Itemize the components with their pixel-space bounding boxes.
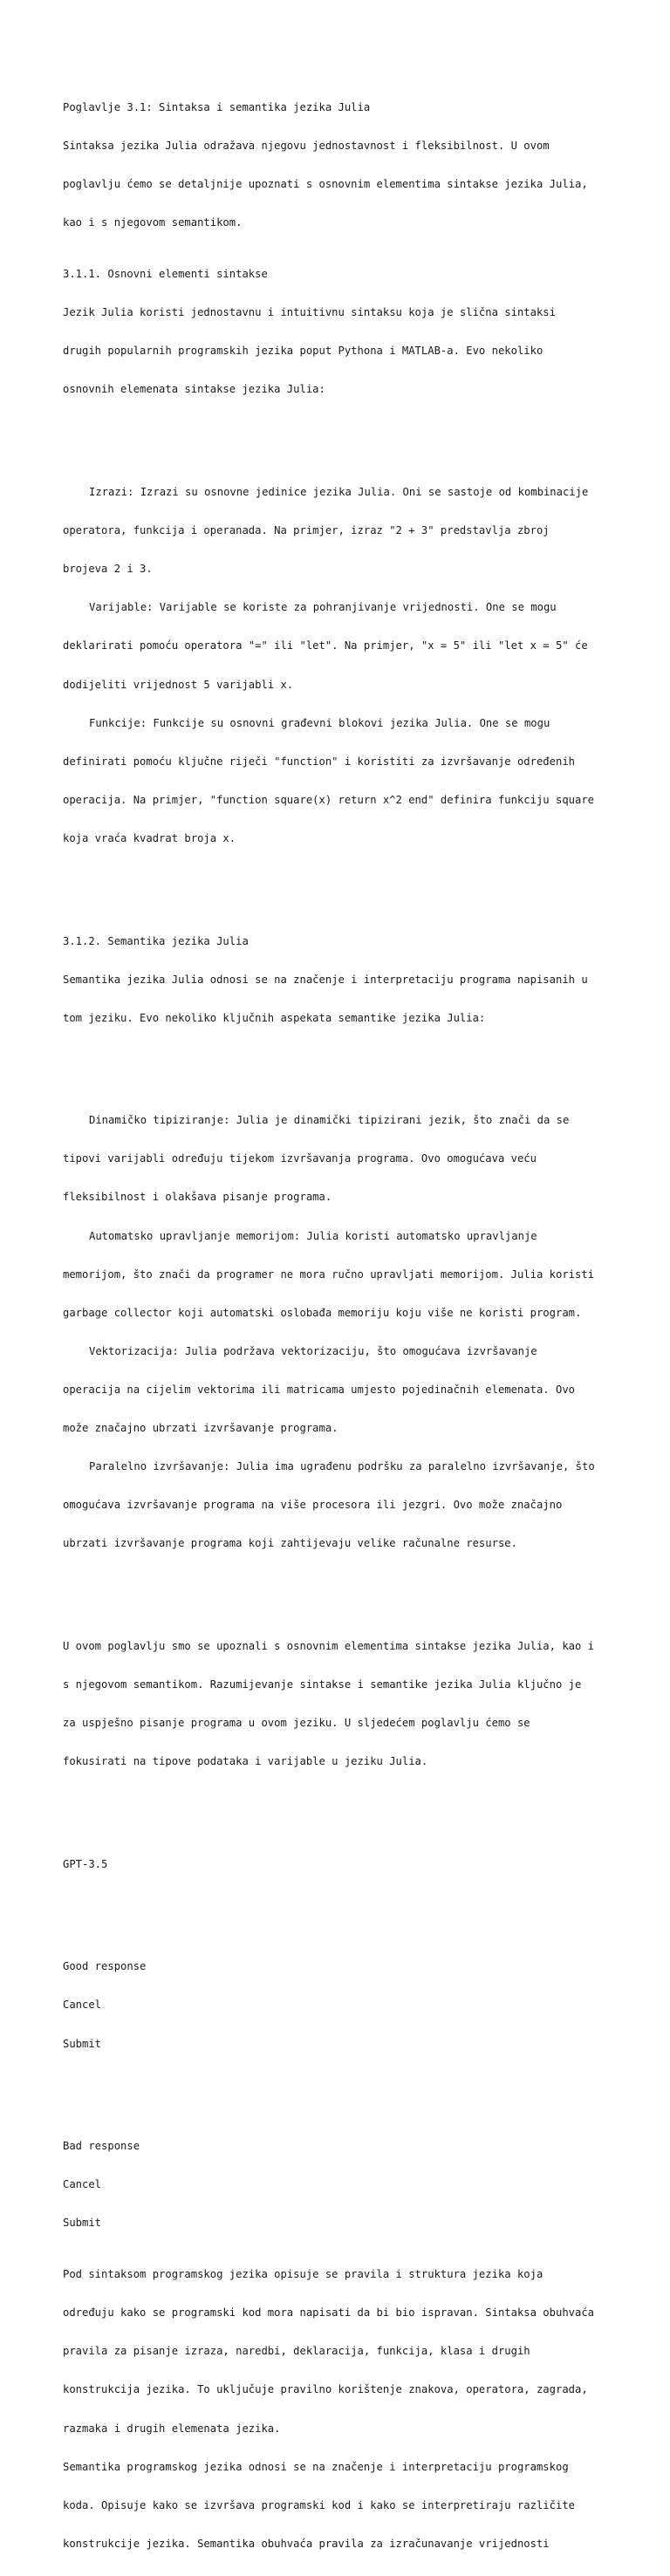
- list-item-line: Varijable: Varijable se koriste za pohranjivanje vrijednosti. One se mogu: [89, 601, 557, 614]
- list-item-line: Dinamičko tipiziranje: Julia je dinamički tipizirani jezik, što znači da se: [89, 1114, 570, 1127]
- answer-line: konstrukcija jezika. To uključuje pravilno korištenje znakova, operatora, zagrada,: [63, 2383, 588, 2396]
- chapter-title: Poglavlje 3.1: Sintaksa i semantika jezika Julia: [63, 101, 371, 114]
- conclusion-line: fokusirati na tipove podataka i varijable u jeziku Julia.: [63, 1755, 428, 1768]
- spacer: [63, 1807, 621, 1820]
- answer-line: konstrukcije jezika. Semantika obuhvaća pravila za izračunavanje vrijednosti: [63, 2537, 550, 2550]
- spacer: [63, 1910, 621, 1923]
- list-item-line: Vektorizacija: Julia podržava vektorizaciju, što omogućava izvršavanje: [89, 1344, 537, 1357]
- chapter-intro-line: Sintaksa jezika Julia odražava njegovu jednostavnost i fleksibilnost. U ovom: [63, 140, 550, 153]
- list-item-line: Funkcije: Funkcije su osnovni građevni blokovi jezika Julia. One se mogu: [89, 716, 550, 729]
- section-heading: 3.1.1. Osnovni elementi sintakse: [63, 268, 268, 281]
- list-item-line: tipovi varijabli određuju tijekom izvršavanja programa. Ovo omogućava veću: [63, 1152, 537, 1165]
- bad-response-button[interactable]: Bad response: [63, 2140, 140, 2153]
- list-item-line: definirati pomoću ključne riječi "function" i koristiti za izvršavanje određenih: [63, 755, 575, 768]
- list-item-line: operatora, funkcija i operanada. Na primjer, izraz "2 + 3" predstavlja zbroj: [63, 524, 550, 537]
- answer-line: određuju kako se programski kod mora napisati da bi bio ispravan. Sintaksa obuhvaća: [63, 2306, 595, 2320]
- conclusion-line: za uspješno pisanje programa u ovom jeziku. U sljedećem poglavlju ćemo se: [63, 1717, 530, 1730]
- list-item-line: koja vraća kvadrat broja x.: [63, 831, 236, 844]
- submit-button[interactable]: Submit: [63, 2037, 102, 2050]
- list-item-line: operacija na cijelim vektorima ili matricama umjesto pojedinačnih elemenata. Ovo: [63, 1383, 575, 1396]
- cancel-button[interactable]: Cancel: [63, 1999, 102, 2012]
- list-item-line: operacija. Na primjer, "function square(x) return x^2 end" definira funkciju square: [63, 793, 595, 806]
- section-intro-line: Jezik Julia koristi jednostavnu i intuitivnu sintaksu koja je slična sintaksi: [63, 306, 556, 319]
- list-item-line: Izrazi: Izrazi su osnovne jedinice jezika Julia. Oni se sastoje od kombinacije: [89, 486, 589, 499]
- list-item-line: može značajno ubrzati izvršavanje programa.: [63, 1422, 338, 1435]
- list-item-line: dodijeliti vrijednost 5 varijabli x.: [63, 678, 294, 691]
- good-response-button[interactable]: Good response: [63, 1960, 147, 1973]
- section-intro-line: Semantika jezika Julia odnosi se na značenje i interpretaciju programa napisanih u: [63, 973, 588, 986]
- list-item-line: ubrzati izvršavanje programa koji zahtijevaju velike računalne resurse.: [63, 1537, 517, 1550]
- list-item-line: omogućava izvršavanje programa na više procesora ili jezgri. Ovo može značajno: [63, 1499, 563, 1512]
- model-label: GPT-3.5: [63, 1857, 108, 1870]
- list-item-line: Paralelno izvršavanje: Julia ima ugrađenu podršku za paralelno izvršavanje, što: [89, 1460, 595, 1473]
- chapter-intro-line: poglavlju ćemo se detaljnije upoznati s osnovnim elementima sintakse jezika Julia,: [63, 178, 588, 191]
- section-intro-line: osnovnih elemenata sintakse jezika Julia:: [63, 383, 325, 396]
- section-intro-line: drugih popularnih programskih jezika poput Pythona i MATLAB-a. Evo nekoliko: [63, 345, 544, 358]
- spacer: [63, 434, 621, 448]
- list-item-line: deklarirati pomoću operatora "=" ili "let". Na primjer, "x = 5" ili "let x = 5" će: [63, 639, 588, 653]
- answer-line: Semantika programskog jezika odnosi se na značenje i interpretaciju programskog: [63, 2460, 569, 2473]
- list-item-line: garbage collector koji automatski oslobađa memoriju koju više ne koristi program.: [63, 1306, 582, 1319]
- spacer: [63, 1063, 621, 1076]
- answer-line: pravila za pisanje izraza, naredbi, deklaracija, funkcija, klasa i drugih: [63, 2345, 530, 2358]
- conclusion-line: U ovom poglavlju smo se upoznali s osnovnim elementima sintakse jezika Julia, kao i: [63, 1639, 595, 1652]
- chapter-intro-line: kao i s njegovom semantikom.: [63, 216, 243, 229]
- list-item-line: brojeva 2 i 3.: [63, 563, 153, 576]
- spacer: [63, 884, 621, 897]
- section-intro-line: tom jeziku. Evo nekoliko ključnih aspekata semantike jezika Julia:: [63, 1011, 486, 1024]
- spacer: [63, 1589, 621, 1602]
- document-page: [63, 63, 621, 2576]
- list-item-line: Automatsko upravljanje memorijom: Julia koristi automatsko upravljanje: [89, 1229, 537, 1242]
- section-heading: 3.1.2. Semantika jezika Julia: [63, 934, 249, 947]
- answer-line: razmaka i drugih elemenata jezika.: [63, 2422, 281, 2435]
- cancel-button[interactable]: Cancel: [63, 2178, 102, 2191]
- answer-line: koda. Opisuje kako se izvršava programski kod i kako se interpretiraju različite: [63, 2498, 575, 2511]
- conclusion-line: s njegovom semantikom. Razumijevanje sintakse i semantike jezika Julia ključno je: [63, 1678, 582, 1691]
- submit-button[interactable]: Submit: [63, 2217, 102, 2230]
- list-item-line: memorijom, što znači da programer ne mora ručno upravljati memorijom. Julia koristi: [63, 1268, 595, 1281]
- answer-line: Pod sintaksom programskog jezika opisuje se pravila i struktura jezika koja: [63, 2268, 544, 2281]
- spacer: [63, 2088, 621, 2101]
- list-item-line: fleksibilnost i olakšava pisanje programa.: [63, 1191, 332, 1204]
